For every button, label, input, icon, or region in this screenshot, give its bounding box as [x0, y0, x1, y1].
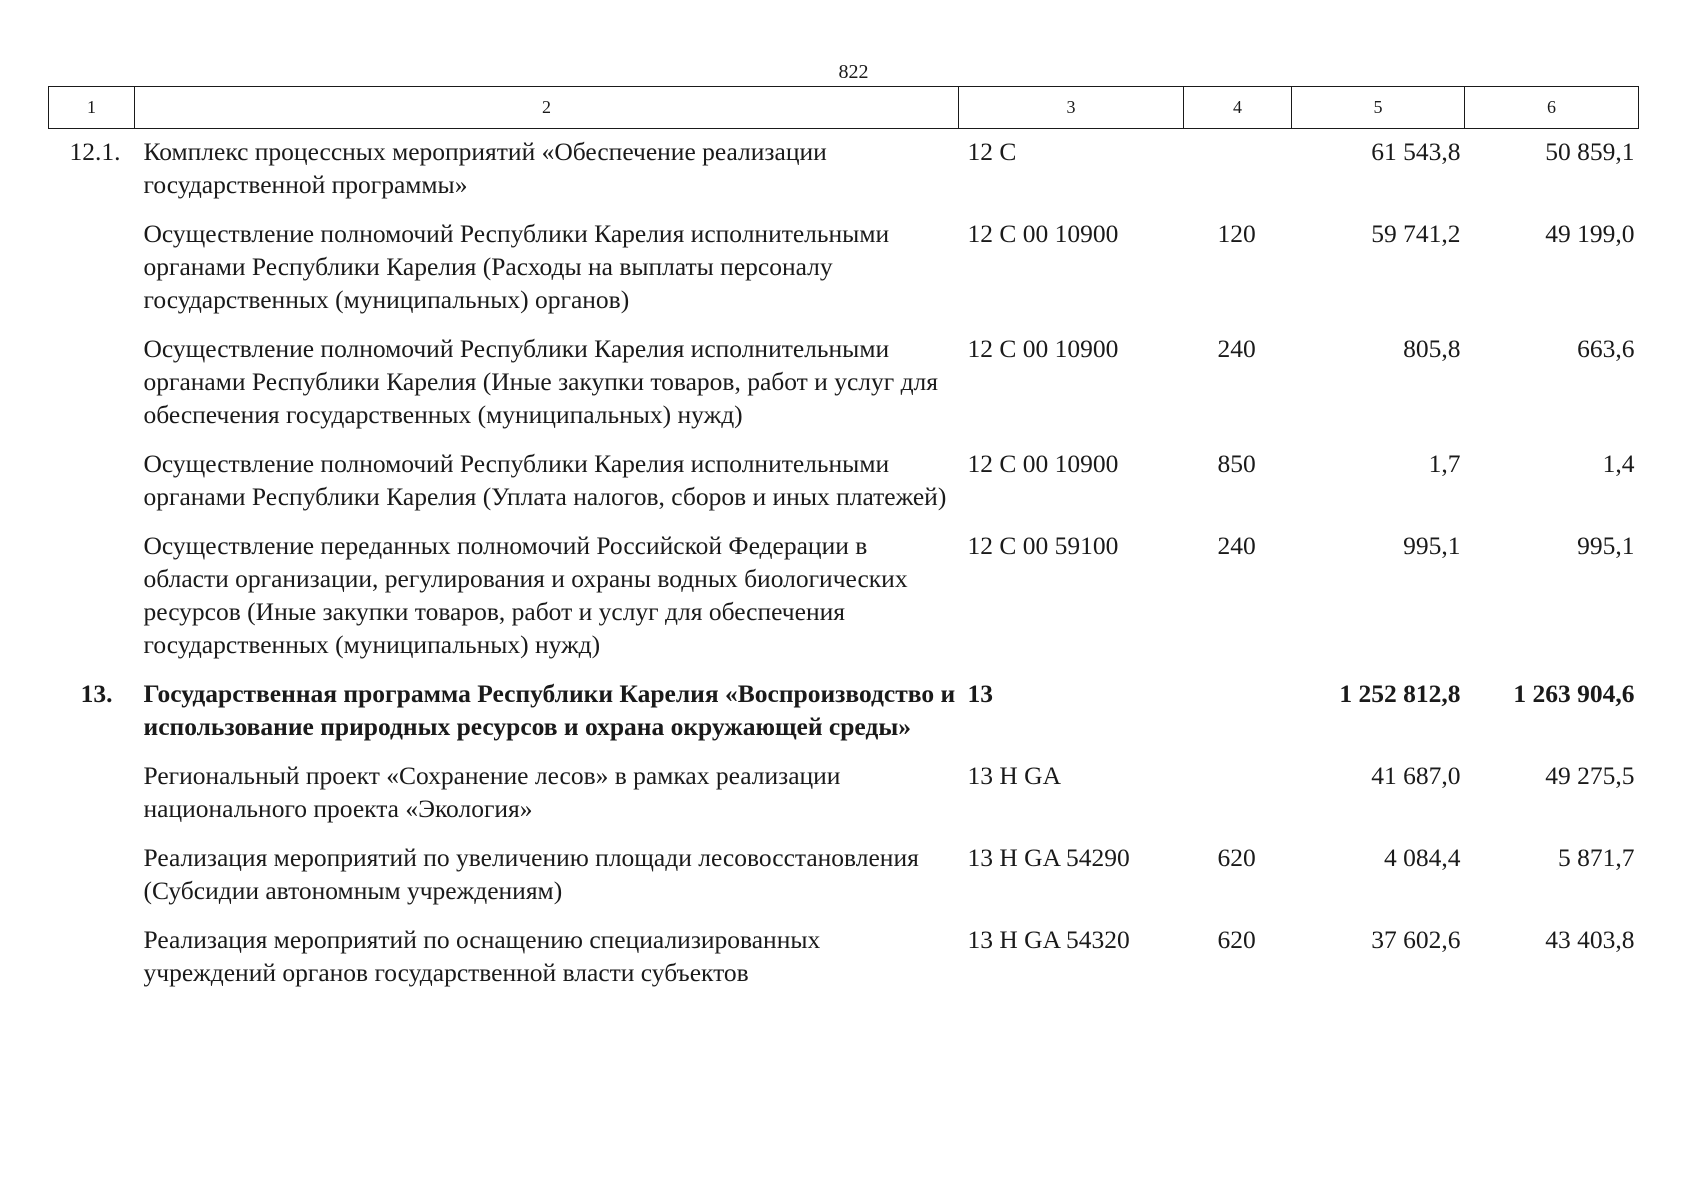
table-row: [49, 923, 1639, 1005]
row-sum-6: 5 871,7: [1558, 843, 1635, 872]
row-sum-5: 37 602,6: [1371, 925, 1461, 954]
row-name: Государственная программа Республики Карелия «Воспроизводство и использование природных ресурсов и охрана окружающей среды»: [143, 679, 956, 741]
row-sum-5: 4 084,4: [1384, 843, 1461, 872]
table-row-program: [49, 677, 1639, 759]
row-target-code: 12 С 00 10900: [967, 219, 1119, 248]
row-sum-6: 49 275,5: [1545, 761, 1635, 790]
header-cell-3: 3: [959, 87, 1184, 129]
row-target-code: 12 С: [967, 137, 1017, 166]
row-expense-type: [1184, 759, 1292, 841]
row-name: Комплекс процессных мероприятий «Обеспечение реализации государственной программы»: [143, 137, 827, 199]
table-row: [49, 332, 1639, 447]
row-sum-6: 1 263 904,6: [1513, 679, 1635, 708]
row-sum-6: 1,4: [1602, 449, 1635, 478]
row-target-code: 12 С 00 59100: [967, 531, 1119, 560]
row-sum-5: 41 687,0: [1371, 761, 1461, 790]
row-expense-type: 850: [1217, 449, 1256, 478]
row-expense-type: 240: [1217, 334, 1256, 363]
table-header: [49, 87, 1639, 129]
row-name: Реализация мероприятий по увеличению площади лесовосстановления (Субсидии автономным учреждениям): [143, 843, 919, 905]
row-target-code: 13: [967, 679, 993, 708]
row-sum-6: 49 199,0: [1545, 219, 1635, 248]
row-number: [49, 217, 135, 332]
row-target-code: 12 С 00 10900: [967, 449, 1119, 478]
row-name: Осуществление переданных полномочий Российской Федерации в области организации, регулирования и охраны водных биологических ресурсов (Иные закупки товаров, работ и услуг для обеспечения государственных (муниципальных) нужд): [143, 531, 908, 659]
header-cell-5: 5: [1292, 87, 1465, 129]
header-cell-1: 1: [49, 87, 135, 129]
row-name: Осуществление полномочий Республики Карелия исполнительными органами Республики Карелия (Уплата налогов, сборов и иных платежей): [143, 449, 947, 511]
table-row: [49, 759, 1639, 841]
row-sum-5: 995,1: [1403, 531, 1461, 560]
table-row: [49, 841, 1639, 923]
row-sum-5: 61 543,8: [1371, 137, 1461, 166]
row-sum-6: 995,1: [1577, 531, 1635, 560]
row-number: 12.1.: [69, 137, 121, 166]
table-row: [49, 129, 1639, 218]
table-row: [49, 447, 1639, 529]
row-sum-6: 663,6: [1577, 334, 1635, 363]
row-sum-5: 1,7: [1428, 449, 1461, 478]
table-body: [49, 129, 1639, 1006]
table-row: [49, 217, 1639, 332]
row-number: [49, 529, 135, 677]
table-row: [49, 529, 1639, 677]
row-sum-6: 50 859,1: [1545, 137, 1635, 166]
row-name: Осуществление полномочий Республики Карелия исполнительными органами Республики Карелия (Расходы на выплаты персоналу государственных (муниципальных) органов): [143, 219, 890, 314]
page-number: [0, 60, 1697, 84]
row-expense-type: 620: [1217, 925, 1256, 954]
row-expense-type: 240: [1217, 531, 1256, 560]
row-sum-5: 1 252 812,8: [1339, 679, 1461, 708]
row-number: [49, 447, 135, 529]
budget-table: [48, 86, 1639, 1005]
row-sum-5: 805,8: [1403, 334, 1461, 363]
header-cell-4: 4: [1184, 87, 1292, 129]
row-expense-type: 620: [1217, 843, 1256, 872]
row-number: [49, 923, 135, 1005]
row-number: [49, 332, 135, 447]
row-expense-type: [1184, 129, 1292, 218]
row-name: Реализация мероприятий по оснащению специализированных учреждений органов государственной власти субъектов: [143, 925, 821, 987]
row-target-code: 12 С 00 10900: [967, 334, 1119, 363]
row-target-code: 13 Н GA 54290: [967, 843, 1130, 872]
row-expense-type: [1184, 677, 1292, 759]
header-cell-6: 6: [1465, 87, 1639, 129]
page-number-text: 822: [838, 61, 869, 83]
row-expense-type: 120: [1217, 219, 1256, 248]
row-target-code: 13 Н GA: [967, 761, 1061, 790]
header-cell-2: 2: [135, 87, 959, 129]
row-number: [49, 759, 135, 841]
row-number: [49, 841, 135, 923]
row-target-code: 13 Н GA 54320: [967, 925, 1130, 954]
row-sum-6: 43 403,8: [1545, 925, 1635, 954]
row-name: Осуществление полномочий Республики Карелия исполнительными органами Республики Карелия (Иные закупки товаров, работ и услуг для обеспечения государственных (муниципальных) нужд): [143, 334, 939, 429]
row-name: Региональный проект «Сохранение лесов» в рамках реализации национального проекта «Экология»: [143, 761, 841, 823]
header-row: [49, 87, 1639, 129]
row-number: 13.: [80, 679, 113, 708]
row-sum-5: 59 741,2: [1371, 219, 1461, 248]
